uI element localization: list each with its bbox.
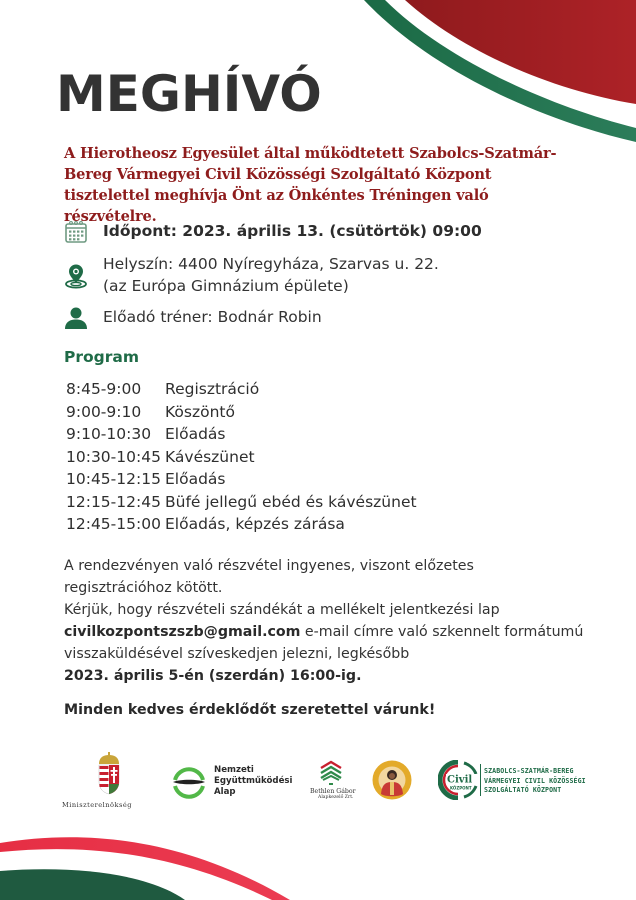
logo-civil-kozpont xyxy=(438,760,586,804)
program-time: 10:45-12:15 xyxy=(66,470,161,488)
closing-line: Minden kedves érdeklődőt szeretettel várunk! xyxy=(64,702,436,718)
bottom-green-area xyxy=(0,869,185,900)
nea-line-3: Alap xyxy=(214,787,236,797)
program-time: 12:15-12:45 xyxy=(66,492,161,511)
program-item: Büfé jellegű ebéd és kávészünet xyxy=(165,492,417,511)
nea-line-2: Együttműködési xyxy=(214,776,293,786)
civil-kozpont-badge-icon xyxy=(438,760,484,800)
trainer-label: Előadó tréner: Bodnár Robin xyxy=(103,308,322,326)
program-item: Előadás xyxy=(165,425,226,443)
program-row xyxy=(66,378,417,401)
program-time: 10:30-10:45 xyxy=(66,447,161,466)
civil-divider xyxy=(480,764,481,796)
program-heading: Program xyxy=(64,348,140,366)
detail-location xyxy=(64,253,439,297)
date-label: Időpont: 2023. április 13. (csütörtök) 09:00 xyxy=(103,222,482,240)
notes-fee: A rendezvényen való részvétel ingyenes, viszont előzetes regisztrációhoz kötött. xyxy=(64,558,474,596)
bethlen-line-2: Alapkezelő Zrt. xyxy=(318,795,354,800)
program-time: 12:45-15:00 xyxy=(66,515,161,533)
civil-badge-main: Civil xyxy=(447,774,473,786)
detail-date xyxy=(64,220,482,246)
bethlen-line-1: Bethlen Gábor xyxy=(310,788,356,795)
intro-text: A Hierotheosz Egyesület által működtetett Szabolcs-Szatmár-Bereg Vármegyei Civil Közösségi Szolgáltató Központ tisztelettel meghívja Önt az Önkéntes Tréningen való részvételre. xyxy=(64,145,557,225)
notes-request: Kérjük, hogy részvételi szándékát a mellékelt jelentkezési lap xyxy=(64,602,500,618)
logo-hierotheosz xyxy=(372,760,412,804)
logo-nea xyxy=(170,764,293,806)
calendar-icon xyxy=(64,220,88,246)
civil-label xyxy=(484,767,586,796)
program-row xyxy=(66,401,417,424)
program-row xyxy=(66,423,417,446)
program-row xyxy=(66,491,417,514)
program-row xyxy=(66,513,417,536)
registration-notes xyxy=(64,555,584,687)
bethlen-label xyxy=(310,788,356,800)
program-item: Előadás xyxy=(165,470,226,488)
program-row xyxy=(66,446,417,469)
program-item: Kávészünet xyxy=(165,447,255,466)
program-item: Köszöntő xyxy=(165,402,235,421)
program-time: 9:10-10:30 xyxy=(66,425,152,443)
top-green-stripe xyxy=(364,0,636,142)
hungarian-coat-of-arms-icon xyxy=(96,752,122,796)
nea-label xyxy=(214,765,292,798)
hierotheosz-saint-icon xyxy=(372,760,412,800)
program-row xyxy=(66,468,417,491)
contact-email-link[interactable]: civilkozpontszszb@gmail.com xyxy=(64,624,301,640)
program-item: Előadás, képzés zárása xyxy=(165,515,345,533)
civil-line-1: SZABOLCS-SZATMÁR-BEREG xyxy=(484,767,574,775)
civil-badge-sub: KÖZPONT xyxy=(450,785,472,791)
location-label xyxy=(103,253,439,297)
nea-ring-icon xyxy=(170,764,208,802)
page-title: MEGHÍVÓ xyxy=(56,65,322,123)
location-address: Helyszín: 4400 Nyíregyháza, Szarvas u. 22. xyxy=(103,255,439,273)
program-time: 8:45-9:00 xyxy=(66,380,142,398)
program-item: Regisztráció xyxy=(165,380,260,398)
notes-request-cont: e-mail címre való szkennelt formátumú visszaküldésével szíveskedjen jelezni, legkésőbb xyxy=(64,624,584,662)
program-list xyxy=(66,378,417,536)
detail-trainer xyxy=(64,306,322,332)
civil-line-2: VÁRMEGYEI CIVIL KÖZÖSSÉGI xyxy=(484,776,586,785)
sponsor-logos xyxy=(0,752,636,822)
registration-deadline: 2023. április 5-én (szerdán) 16:00-ig. xyxy=(64,668,362,684)
bottom-red-stripe xyxy=(0,837,290,900)
person-icon xyxy=(64,306,88,332)
nea-line-1: Nemzeti xyxy=(214,765,254,775)
top-red-area xyxy=(405,0,636,104)
location-pin-icon xyxy=(64,263,88,289)
location-building: (az Európa Gimnázium épülete) xyxy=(103,277,349,295)
bethlen-emblem-icon xyxy=(320,760,342,786)
program-time: 9:00-9:10 xyxy=(66,402,142,421)
ministry-label: Miniszterelnökség xyxy=(62,801,133,809)
civil-line-3: SZOLGÁLTATÓ KÖZPONT xyxy=(484,786,562,794)
